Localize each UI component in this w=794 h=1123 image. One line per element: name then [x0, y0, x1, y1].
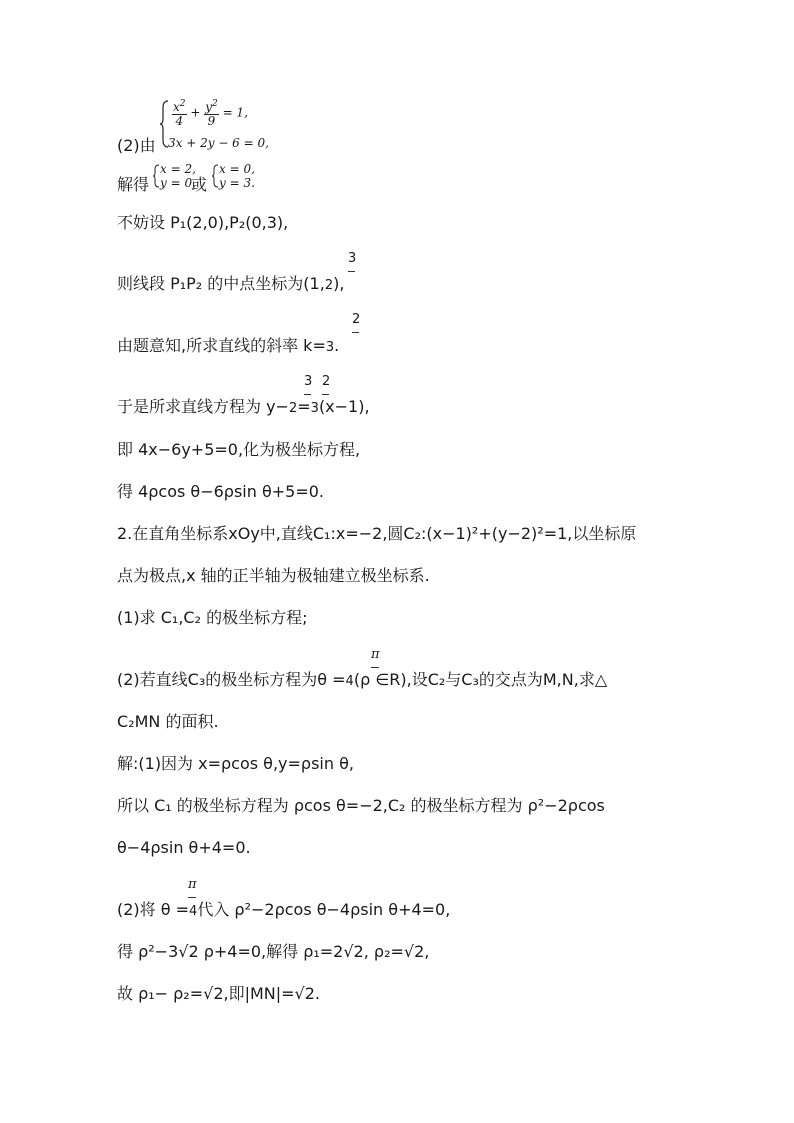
text-line-6	[117, 397, 370, 419]
solution-line-1: 解:(1)因为 x=ρcos θ,y=ρsin θ,	[117, 754, 354, 773]
fraction-y2-over-9: $\frac{y^2}{9}$	[205, 99, 218, 128]
midpoint-prefix: 则线段 P₁P₂ 的中点坐标为(1,	[117, 274, 325, 293]
solution-line-2: 所以 C₁ 的极坐标方程为 ρcos θ=−2,C₂ 的极坐标方程为 ρ²−2ρcos	[117, 796, 605, 815]
sub-suffix: 代入 ρ²−2ρcos θ−4ρsin θ+4=0,	[197, 900, 451, 919]
step-label-2: (2)由	[117, 136, 156, 155]
eq-equals: =	[297, 397, 311, 416]
solution-1b: y = 0,	[160, 176, 196, 190]
slope-frac-num: 2	[352, 312, 361, 327]
solution-1a: x = 2,	[160, 162, 196, 176]
midpoint-suffix: ),	[333, 274, 345, 293]
midpoint-frac-den: 2	[324, 278, 334, 293]
or-word: 或	[191, 175, 208, 194]
theta-frac-den: 4	[345, 674, 354, 689]
eq-frac1-bar	[304, 394, 311, 395]
solve-label: 解得	[117, 175, 150, 194]
sub-frac-den: 4	[189, 904, 198, 919]
system-eq1: $\frac{x^2}{4}$ + $\frac{y^2}{9}$ = 1,	[173, 99, 248, 128]
part-2-question-cont: C₂MN 的面积.	[117, 712, 219, 731]
solution-line-3: θ−4ρsin θ+4=0.	[117, 838, 251, 857]
eq-frac2-num: 2	[322, 374, 331, 389]
eq-frac1-den: 2	[288, 401, 298, 416]
text-line-4	[117, 274, 344, 296]
part2-prefix: (2)若直线C₃的极坐标方程为θ =	[117, 670, 346, 689]
solution-2b: y = 3.	[219, 176, 255, 190]
theta-frac-bar	[371, 667, 379, 668]
slope-suffix: .	[334, 336, 340, 355]
text-line-7: 即 4x−6y+5=0,化为极坐标方程,	[117, 440, 361, 459]
eq-frac1-num: 3	[304, 374, 313, 389]
sub-frac-num: π	[188, 877, 197, 892]
midpoint-frac-bar	[348, 271, 355, 272]
eq-frac2-bar	[322, 394, 329, 395]
fraction-x2-over-4: $\frac{x^2}{4}$	[173, 99, 186, 128]
eq-frac2-den: 3	[310, 401, 319, 416]
eq-prefix: 于是所求直线方程为 y−	[117, 397, 289, 416]
eq-suffix: (x−1),	[318, 397, 370, 416]
midpoint-frac-num: 3	[348, 251, 357, 266]
solution-line-5: 得 ρ²−3√2 ρ+4=0,解得 ρ₁=2√2, ρ₂=√2,	[117, 942, 430, 961]
solution-brace-2	[211, 164, 219, 188]
problem-2-line-2: 点为极点,x 轴的正半轴为极轴建立极坐标系.	[117, 566, 430, 585]
theta-frac-num: π	[371, 647, 380, 662]
solution-line-6: 故 ρ₁− ρ₂=√2,即|MN|=√2.	[117, 984, 321, 1003]
part-2-question	[117, 670, 607, 692]
slope-frac-den: 3	[325, 340, 335, 355]
problem-2-line-1: 2.在直角坐标系xOy中,直线C₁:x=−2,圆C₂:(x−1)²+(y−2)²=1,以坐标原	[117, 524, 637, 543]
text-line-3: 不妨设 P₁(2,0),P₂(0,3),	[117, 213, 289, 232]
sub-frac-bar	[188, 897, 196, 898]
eq1-tail: = 1,	[222, 105, 248, 120]
solution-line-4	[117, 900, 450, 922]
slope-frac-bar	[352, 332, 359, 333]
solution-brace-1	[152, 164, 160, 188]
slope-prefix: 由题意知,所求直线的斜率 k=	[117, 336, 326, 355]
part2-suffix: (ρ ∈R),设C₂与C₃的交点为M,N,求△	[353, 670, 608, 689]
sub-prefix: (2)将 θ =	[117, 900, 190, 919]
part-1-question: (1)求 C₁,C₂ 的极坐标方程;	[117, 608, 308, 627]
text-line-8: 得 4ρcos θ−6ρsin θ+5=0.	[117, 482, 325, 501]
solution-2a: x = 0,	[219, 162, 255, 176]
text-line-5	[117, 336, 339, 358]
system-eq2: 3x + 2y − 6 = 0,	[168, 136, 269, 150]
